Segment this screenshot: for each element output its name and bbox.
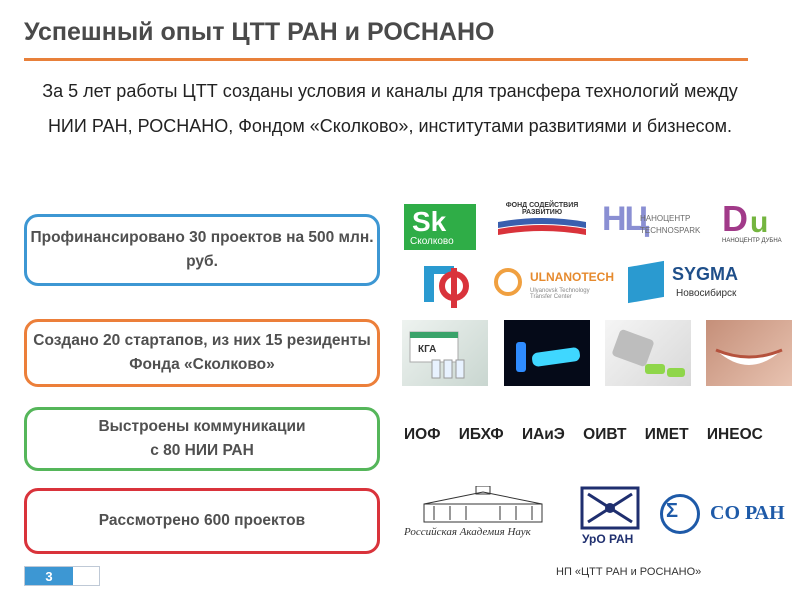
institutes-list bbox=[404, 426, 784, 444]
institute-item: ИБХФ bbox=[458, 426, 504, 443]
product-photo-smile bbox=[706, 320, 792, 386]
dubna-logo bbox=[722, 200, 786, 248]
product-photo-glow bbox=[504, 320, 590, 386]
institute-item: ИМЕТ bbox=[644, 426, 689, 443]
skolkovo-logo bbox=[404, 204, 476, 250]
sygma-sub: Новосибирск bbox=[676, 288, 737, 299]
glowing-rods-icon bbox=[504, 320, 590, 386]
uro-ran-logo bbox=[578, 484, 644, 546]
product-photo-device bbox=[605, 320, 691, 386]
callout-reviewed bbox=[24, 488, 380, 554]
product-photo-kga bbox=[402, 320, 488, 386]
callout-financed-text: Профинансировано 30 проектов на 500 млн. руб. bbox=[30, 229, 374, 270]
fpi-logo bbox=[414, 256, 476, 312]
nanocenter-line2: TECHNOSPARK bbox=[640, 226, 701, 235]
ran-logo bbox=[404, 486, 562, 548]
ulnanotech-sub: Ulyanovsk Technology Transfer Center bbox=[530, 288, 590, 300]
so-ran-label: СО РАН bbox=[710, 502, 785, 524]
uro-ran-label: УрО РАН bbox=[582, 532, 634, 546]
page-number: 3 bbox=[25, 567, 73, 585]
sygma-name: SYGMA bbox=[672, 264, 739, 284]
callout-financed bbox=[24, 214, 380, 286]
ulnanotech-name: ULNANOTECH bbox=[530, 270, 614, 284]
so-ran-sigma-icon: Σ bbox=[666, 500, 679, 522]
ran-label: Российская Академия Наук bbox=[404, 526, 531, 538]
dubna-mark-u: u bbox=[750, 206, 769, 239]
ran-building-icon bbox=[404, 486, 562, 526]
skolkovo-label: Сколково bbox=[410, 236, 454, 247]
footer-org: НП «ЦТТ РАН и РОСНАНО» bbox=[556, 566, 702, 578]
callout-communications-line2: с 80 НИИ РАН bbox=[150, 442, 254, 459]
skolkovo-mark: Sk bbox=[412, 206, 447, 237]
fpi-mark-icon bbox=[414, 256, 476, 312]
callout-reviewed-text: Рассмотрено 600 проектов bbox=[98, 512, 306, 529]
dubna-mark-d: D bbox=[722, 198, 748, 239]
institute-item: ОИВТ bbox=[583, 426, 627, 443]
institute-item: ИНЕОС bbox=[706, 426, 763, 443]
institute-item: ИАиЭ bbox=[521, 426, 565, 443]
device-icon bbox=[605, 320, 691, 386]
sygma-logo bbox=[628, 262, 748, 306]
callout-communications bbox=[24, 407, 380, 471]
fond-label: ФОНД СОДЕЙСТВИЯ РАЗВИТИЮ bbox=[505, 202, 579, 216]
uro-ran-emblem-icon bbox=[578, 484, 644, 532]
callout-startups-text: Создано 20 стартапов, из них 15 резиденты Фонда «Сколково» bbox=[33, 332, 371, 373]
kga-label: КГА bbox=[418, 344, 437, 355]
title-underline bbox=[24, 58, 748, 61]
slide-title: Успешный опыт ЦТТ РАН и РОСНАНО bbox=[24, 18, 495, 46]
so-ran-logo bbox=[660, 494, 792, 538]
nanocenter-logo bbox=[602, 200, 710, 248]
ulnanotech-logo bbox=[494, 264, 614, 304]
callout-communications-line1: Выстроены коммуникации bbox=[98, 418, 306, 435]
fond-flag-icon bbox=[492, 200, 592, 250]
smile-icon bbox=[706, 320, 792, 386]
page-number-box bbox=[24, 566, 100, 586]
callout-startups bbox=[24, 319, 380, 387]
nanocenter-line1: НАНОЦЕНТР bbox=[640, 214, 691, 223]
dubna-caption: НАНОЦЕНТР ДУБНА bbox=[722, 238, 782, 244]
sygma-cube-icon bbox=[628, 261, 664, 303]
kga-box-icon bbox=[402, 320, 488, 386]
intro-text: За 5 лет работы ЦТТ созданы условия и каналы для трансфера технологий между НИИ РАН, РОСНАНО, Фондом «Сколково», институтами развитиями и бизнесом. bbox=[42, 81, 738, 136]
nanocenter-mark: НЦ bbox=[602, 200, 648, 238]
ulnanotech-ring-icon bbox=[494, 268, 522, 296]
institute-item: ИОФ bbox=[404, 426, 441, 443]
fond-logo bbox=[492, 200, 592, 250]
